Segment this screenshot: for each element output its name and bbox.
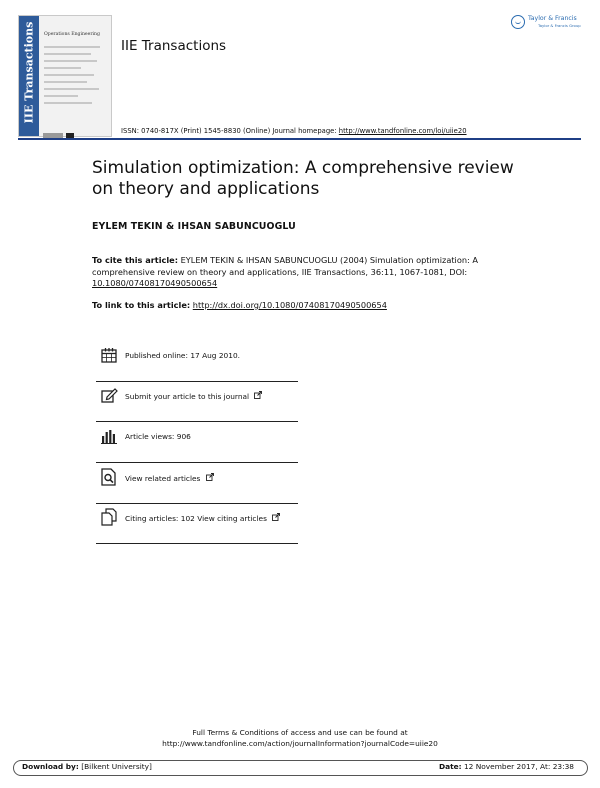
- submit-article-link[interactable]: [125, 391, 262, 401]
- homepage-label: Journal homepage:: [272, 127, 337, 135]
- external-link-icon: [206, 473, 214, 481]
- cite-label: To cite this article:: [92, 255, 178, 265]
- article-link-line: [92, 300, 387, 310]
- citing-label: Citing articles: 102 View citing articles: [125, 514, 267, 523]
- article-authors: EYLEM TEKIN & IHSAN SABUNCUOGLU: [92, 221, 296, 232]
- downloaded-by: [22, 762, 152, 771]
- external-link-icon: [254, 391, 262, 399]
- article-title: Simulation optimization: A comprehensive review on theory and applications: [92, 158, 514, 199]
- cite-text: EYLEM TEKIN & IHSAN SABUNCUOGLU (2004) Simulation optimization: A comprehensive review on theory and applications, IIE Transactions, 36:11, 1067-1081, DOI:: [92, 255, 478, 277]
- published-row: [96, 342, 298, 382]
- homepage-link[interactable]: http://www.tandfonline.com/loi/uiie20: [338, 127, 467, 135]
- download-date-label: Date:: [439, 762, 462, 771]
- divider: [96, 462, 298, 463]
- terms-notice: [0, 727, 600, 749]
- related-row[interactable]: [96, 464, 298, 504]
- publisher-logo-tagline: Taylor & Francis Group: [538, 23, 581, 28]
- views-row: [96, 423, 298, 463]
- journal-title: IIE Transactions: [121, 38, 227, 54]
- article-link[interactable]: http://dx.doi.org/10.1080/07408170490500654: [192, 300, 387, 310]
- edit-icon: [100, 386, 118, 404]
- divider: [96, 543, 298, 544]
- external-link-icon: [272, 513, 280, 521]
- related-label: View related articles: [125, 474, 201, 483]
- bar-chart-icon: [100, 427, 118, 445]
- link-label: To link to this article:: [92, 300, 191, 310]
- download-date: [439, 762, 574, 771]
- cover-text-lines: [44, 46, 106, 109]
- cover-logos: [43, 124, 107, 130]
- citing-row[interactable]: [96, 504, 298, 544]
- header-divider: [18, 138, 581, 140]
- cover-subtitle: Operations Engineering: [44, 32, 100, 37]
- publisher-logo-icon: [511, 15, 525, 29]
- publisher-logo: [511, 14, 583, 36]
- journal-cover: [18, 15, 112, 137]
- article-views: Article views: 906: [125, 432, 191, 441]
- issn-text: ISSN: 0740-817X (Print) 1545-8830 (Online): [121, 127, 271, 135]
- publisher-logo-name: Taylor & Francis: [528, 15, 577, 22]
- citing-articles-icon: [100, 508, 118, 526]
- doi-link[interactable]: 10.1080/07408170490500654: [92, 278, 218, 288]
- published-date: Published online: 17 Aug 2010.: [125, 351, 241, 360]
- citation-block: [92, 255, 512, 290]
- citing-articles-link[interactable]: [125, 513, 280, 523]
- cover-band: [19, 16, 39, 136]
- view-related-link[interactable]: [125, 473, 214, 483]
- downloaded-by-value: [Bilkent University]: [81, 762, 152, 771]
- divider: [96, 421, 298, 422]
- download-date-value: 12 November 2017, At: 23:38: [463, 762, 575, 771]
- terms-line-1: Full Terms & Conditions of access and use can be found at: [192, 728, 408, 737]
- issn-line: [121, 127, 467, 135]
- calendar-icon: [100, 346, 118, 364]
- submit-label: Submit your article to this journal: [125, 392, 250, 401]
- related-search-icon: [100, 468, 118, 486]
- submit-row[interactable]: [96, 382, 298, 422]
- cover-band-title: IIE Transactions: [22, 21, 36, 124]
- terms-link[interactable]: http://www.tandfonline.com/action/journalInformation?journalCode=uiie20: [162, 739, 438, 748]
- downloaded-by-label: Download by:: [22, 762, 79, 771]
